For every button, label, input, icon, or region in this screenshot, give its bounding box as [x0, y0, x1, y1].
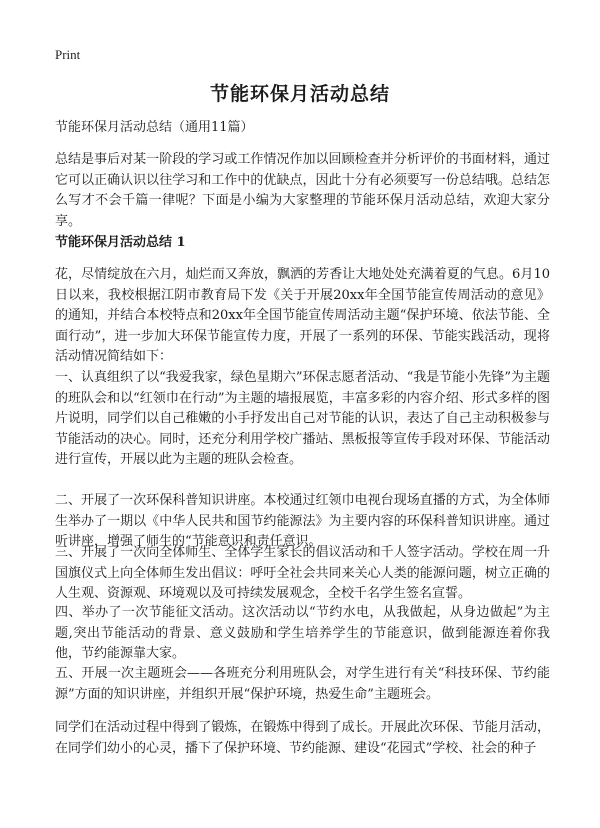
document-subtitle: 节能环保月活动总结（通用11篇） — [55, 120, 254, 135]
intro-paragraph: 总结是事后对某一阶段的学习或工作情况作加以回顾检查并分析评价的书面材料，通过它可以正确认识以往学习和工作中的优缺点，因此十分有必须要写一份总结哦。总结怎么写才不会千篇一律呢？下面是小编为大家整理的节能环保月活动总结，欢迎大家分享。 — [55, 152, 550, 229]
section-heading: 节能环保月活动总结 1 — [55, 235, 186, 250]
body-paragraph: 三、开展了一次向全体师生、全体学生家长的倡议活动和千人签字活动。学校在周一升国旗仪式上向全体师生发出倡议：呼吁全社会共同来关心人类的能源问题，树立正确的人生观、资源观、环境观以及可持续发展观念，全校千名学生签名宣誓。 — [55, 545, 550, 601]
body-paragraph: 五、开展一次主题班会——各班充分利用班队会，对学生进行有关“科技环保、节约能源”方面的知识讲座，并组织开展“保护环境，热爱生命”主题班会。 — [55, 666, 550, 702]
body-paragraph: 一、认真组织了以“我爱我家，绿色星期六”环保志愿者活动、“我是节能小先锋”为主题的班队会和以“红领巾在行动”为主题的墙报展览，丰富多彩的内容介绍、形式多样的图片说明，同学们以自己稚嫩的小手抒发出自己对节能的认识，表达了自己主动积极参与节能活动的决心。同时，还充分利用学校广播站、黑板报等宣传手段对环保、节能活动进行宣传，开展以此为主题的班队会检查。 — [55, 370, 550, 467]
body-paragraph: 四、举办了一次节能征文活动。这次活动以“节约水电，从我做起，从身边做起”为主题,突出节能活动的背景、意义鼓励和学生培养学生的节能意识，做到能源连着你我他，节约能源靠大家。 — [55, 605, 550, 661]
body-paragraph: 同学们在活动过程中得到了锻炼，在锻炼中得到了成长。开展此次环保、节能月活动，在同学们幼小的心灵，播下了保护环境、节约能源、建设“花园式”学校、社会的种子 — [55, 720, 550, 756]
body-paragraph: 花，尽情绽放在六月，灿烂而又奔放，飘洒的芳香让大地处处充满着夏的气息。6月10日以来，我校根据江阴市教育局下发《关于开展20xx年全国节能宣传周活动的意见》的通知，并结合本校特点和20xx年全国节能宣传周活动主题“保护环境、依法节能、全面行动”，进一步加大环保节能宣传力度，开展了一系列的环保、节能实践活动，现将活动情况简结如下： — [55, 267, 550, 364]
body-paragraph: 二、开展了一次环保科普知识讲座。本校通过红领巾电视台现场直播的方式，为全体师生举办了一期以《中华人民共和国节约能源法》为主要内容的环保科普知识讲座。通过听讲座，增强了师生的“节能意识和责任意识。 — [55, 493, 550, 549]
print-link[interactable]: Print — [55, 47, 81, 62]
page-title: 节能环保月活动总结 — [209, 83, 390, 105]
